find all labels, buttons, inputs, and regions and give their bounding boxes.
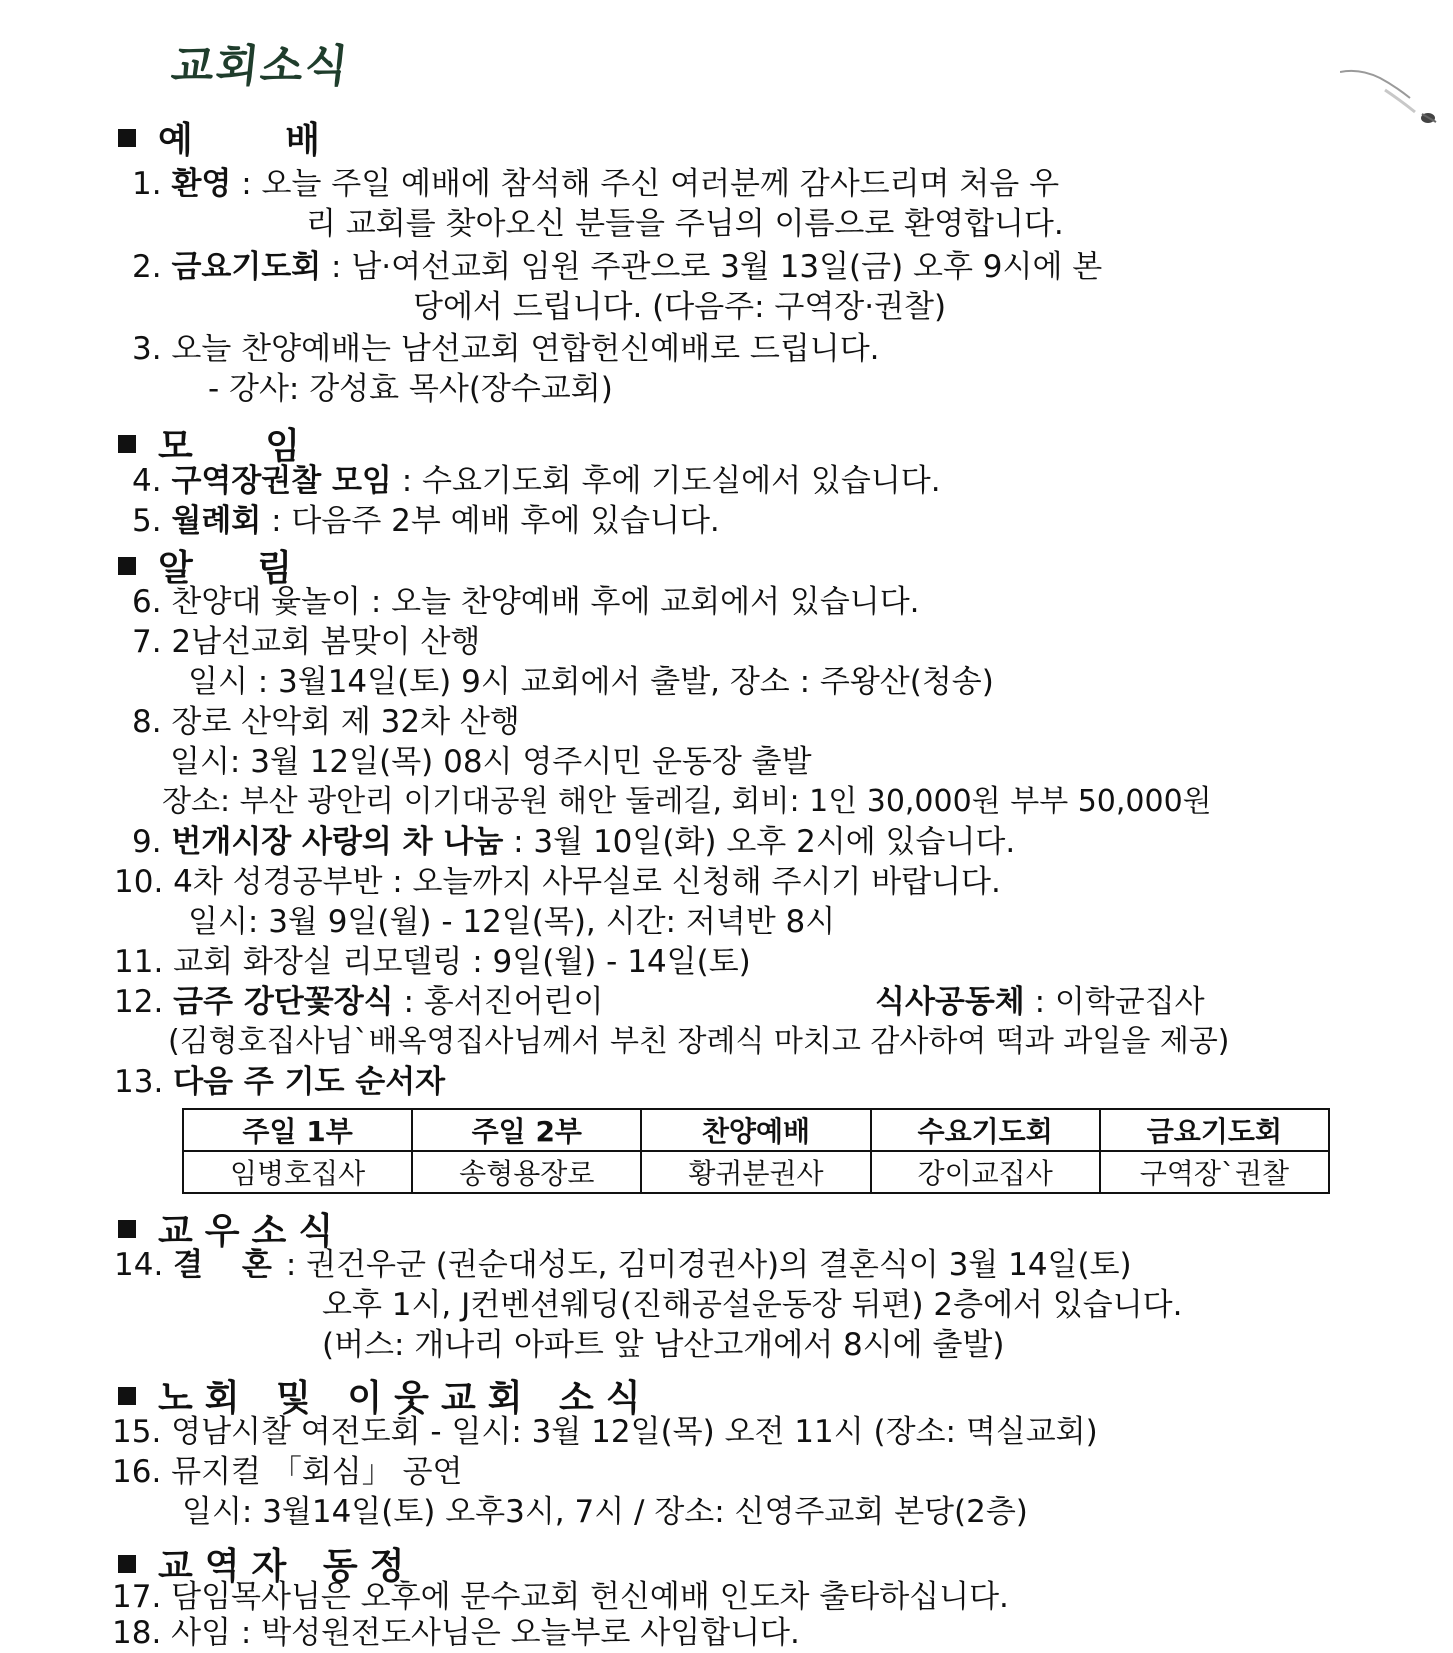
table-header-cell: 찬양예배 <box>641 1109 870 1151</box>
item-12-meal: 식사공동체 : 이학균집사 <box>875 984 1205 1020</box>
item-14-line-2: 오후 1시, J컨벤션웨딩(진해공설운동장 뒤편) 2층에서 있습니다. <box>322 1287 1183 1323</box>
item-15: 15. 영남시찰 여전도회 - 일시: 3월 12일(목) 오전 11시 (장소: 멱실교회) <box>112 1414 1098 1450</box>
prayer-order-table <box>182 1108 1330 1194</box>
item-1-line-2: 리 교회를 찾아오신 분들을 주님의 이름으로 환영합니다. <box>306 206 1064 242</box>
item-1-line-1: 1. 환영 : 오늘 주일 예배에 참석해 주신 여러분께 감사드리며 처음 우 <box>132 166 1060 202</box>
table-header-cell: 수요기도회 <box>871 1109 1100 1151</box>
section-title: 교역자 동정 <box>158 1545 417 1587</box>
page-title: 교회소식 <box>168 41 353 92</box>
table-cell: 송형용장로 <box>412 1151 641 1193</box>
item-8-line-2: 일시: 3월 12일(목) 08시 영주시민 운동장 출발 <box>170 744 812 780</box>
item-16-line-2: 일시: 3월14일(토) 오후3시, 7시 / 장소: 신영주교회 본당(2층) <box>182 1494 1028 1530</box>
item-10-line-2: 일시: 3월 9일(월) - 12일(목), 시간: 저녁반 8시 <box>188 904 836 940</box>
square-bullet-icon <box>118 435 136 453</box>
item-7-line-1: 7. 2남선교회 봄맞이 산행 <box>132 624 481 660</box>
table-cell: 구역장`권찰 <box>1100 1151 1329 1193</box>
section-title: 노회 및 이웃교회 소식 <box>158 1377 653 1419</box>
scan-smudge-icon <box>1340 60 1450 140</box>
table-header-cell: 주일 2부 <box>412 1109 641 1151</box>
item-8-line-3: 장소: 부산 광안리 이기대공원 해안 둘레길, 회비: 1인 30,000원 부부 50,000원 <box>162 784 1212 819</box>
square-bullet-icon <box>118 1220 136 1238</box>
item-16-line-1: 16. 뮤지컬 「회심」 공연 <box>112 1454 463 1490</box>
item-3-line-1: 3. 오늘 찬양예배는 남선교회 연합헌신예배로 드립니다. <box>132 331 880 367</box>
item-4: 4. 구역장권찰 모임 : 수요기도회 후에 기도실에서 있습니다. <box>132 463 941 499</box>
item-10-line-1: 10. 4차 성경공부반 : 오늘까지 사무실로 신청해 주시기 바랍니다. <box>114 864 1001 900</box>
item-7-line-2: 일시 : 3월14일(토) 9시 교회에서 출발, 장소 : 주왕산(청송) <box>188 664 994 700</box>
square-bullet-icon <box>118 129 136 147</box>
square-bullet-icon <box>118 1387 136 1405</box>
table-header-cell: 금요기도회 <box>1100 1109 1329 1151</box>
item-8-line-1: 8. 장로 산악회 제 32차 산행 <box>132 704 520 740</box>
table-header-row <box>183 1109 1329 1151</box>
section-title: 예 배 <box>158 119 361 161</box>
item-13: 13. 다음 주 기도 순서자 <box>114 1064 446 1100</box>
section-title: 교우소식 <box>158 1210 346 1252</box>
item-2-line-2: 당에서 드립니다. (다음주: 구역장·권찰) <box>413 289 947 325</box>
table-cell: 황귀분권사 <box>641 1151 870 1193</box>
item-14-line-3: (버스: 개나리 아파트 앞 남산고개에서 8시에 출발) <box>322 1327 1005 1363</box>
item-18: 18. 사임 : 박성원전도사님은 오늘부로 사임합니다. <box>112 1615 800 1651</box>
square-bullet-icon <box>118 557 136 575</box>
section-title: 알 림 <box>158 547 319 589</box>
item-17: 17. 담임목사님은 오후에 문수교회 헌신예배 인도차 출타하십니다. <box>112 1579 1009 1615</box>
item-6: 6. 찬양대 윷놀이 : 오늘 찬양예배 후에 교회에서 있습니다. <box>132 584 920 620</box>
item-11: 11. 교회 화장실 리모델링 : 9일(월) - 14일(토) <box>114 944 751 980</box>
table-cell: 강이교집사 <box>871 1151 1100 1193</box>
square-bullet-icon <box>118 1555 136 1573</box>
table-cell: 임병호집사 <box>183 1151 412 1193</box>
section-worship <box>118 112 360 163</box>
item-14-line-1: 14. 결 혼: 권건우군 (권순대성도, 김미경권사)의 결혼식이 3월 14일(토) <box>114 1247 1132 1283</box>
item-3-line-2: - 강사: 강성효 목사(장수교회) <box>208 371 613 407</box>
item-9: 9. 번개시장 사랑의 차 나눔 : 3월 10일(화) 오후 2시에 있습니다. <box>132 824 1016 860</box>
item-2-line-1: 2. 금요기도회 : 남·여선교회 임원 주관으로 3월 13일(금) 오후 9시에 본 <box>132 249 1103 285</box>
item-5: 5. 월례회 : 다음주 2부 예배 후에 있습니다. <box>132 503 720 539</box>
table-header-cell: 주일 1부 <box>183 1109 412 1151</box>
item-12-line-1: 12. 금주 강단꽃장식 : 홍서진어린이 <box>114 984 604 1020</box>
table-row <box>183 1151 1329 1193</box>
item-12-line-2: (김형호집사님`배옥영집사님께서 부친 장례식 마치고 감사하여 떡과 과일을 제공) <box>168 1024 1230 1059</box>
section-title: 모 임 <box>158 425 331 467</box>
